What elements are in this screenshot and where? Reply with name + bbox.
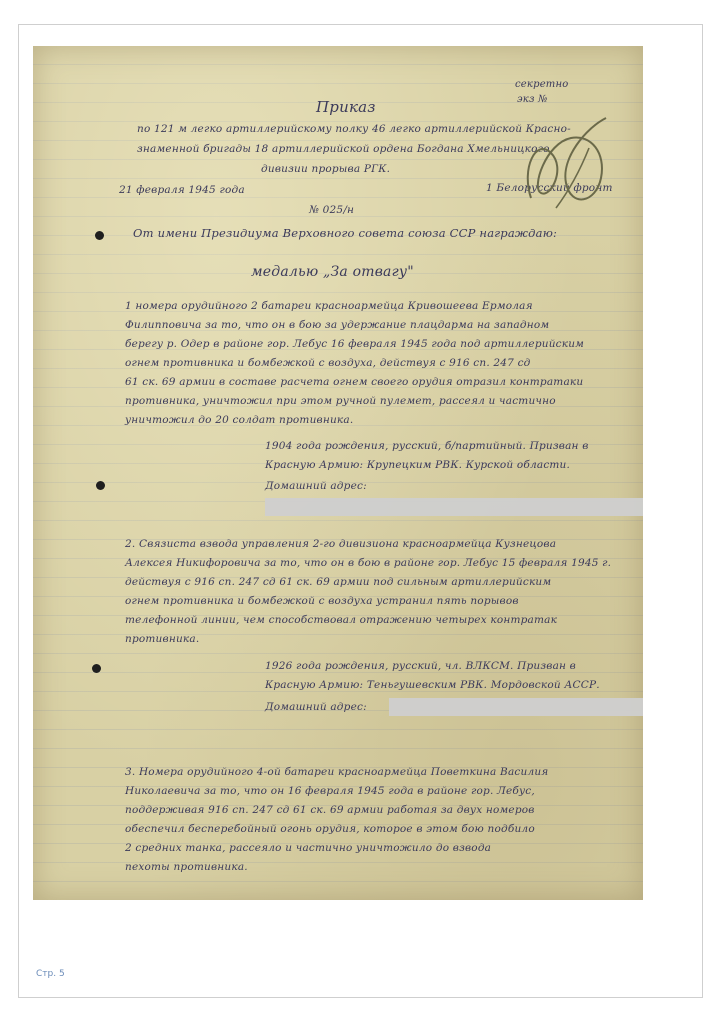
entry-3-line-3: поддерживая 916 сп. 247 сд 61 ск. 69 армии работая за двух номеров [125, 804, 535, 816]
page-number: Стр. 5 [36, 969, 65, 979]
punch-hole-top [95, 231, 104, 240]
order-number: № 025/н [309, 204, 355, 216]
entry-2-line-6: противника. [125, 633, 200, 645]
entry-2-line-2: Алексея Никифоровича за то, что он в бою в районе гор. Лебус 15 февраля 1945 г. [125, 557, 612, 569]
redacted-address-2 [389, 698, 643, 716]
punch-hole-middle [96, 481, 105, 490]
entry-1-bio-1: 1904 года рождения, русский, б/партийный. Призван в [265, 440, 589, 452]
preamble: От имени Президиума Верховного совета союза ССР награждаю: [133, 226, 558, 240]
entry-1-line-5: 61 ск. 69 армии в составе расчета огнем своего орудия отразил контратаки [125, 376, 584, 388]
handwritten-signature [511, 98, 621, 218]
entry-2-bio-1: 1926 года рождения, русский, чл. ВЛКСМ. Призван в [265, 660, 576, 672]
document-scan [33, 46, 643, 900]
entry-3-line-6: пехоты противника. [125, 861, 248, 873]
unit-line-2: знаменной бригады 18 артиллерийской ордена Богдана Хмельницкого [137, 143, 550, 155]
medal-name: медалью „За отвагу" [251, 264, 414, 280]
secret-mark: секретно [515, 79, 569, 90]
entry-1-address-label: Домашний адрес: [265, 480, 367, 492]
entry-1-line-3: берегу р. Одер в районе гор. Лебус 16 февраля 1945 года под артиллерийским [125, 338, 585, 350]
entry-2-line-4: огнем противника и бомбежкой с воздуха устранил пять порывов [125, 595, 519, 607]
entry-1-bio-2: Красную Армию: Крупецким РВК. Курской области. [265, 459, 571, 471]
front-name: 1 Белорусский фронт [486, 182, 613, 194]
document-title: Приказ [316, 98, 376, 116]
entry-1-line-7: уничтожил до 20 солдат противника. [125, 414, 354, 426]
entry-2-line-5: телефонной линии, чем способствовал отражению четырех контратак [125, 614, 558, 626]
unit-line-1: по 121 м легко артиллерийскому полку 46 легко артиллерийской Красно- [137, 123, 571, 135]
entry-2-line-1: 2. Связиста взвода управления 2-го дивизиона красноармейца Кузнецова [125, 538, 557, 550]
entry-1-line-6: противника, уничтожил при этом ручной пулемет, рассеял и частично [125, 395, 556, 407]
copy-mark: экз № [517, 94, 548, 105]
entry-3-line-1: 3. Номера орудийного 4-ой батареи красноармейца Поветкина Василия [125, 766, 549, 778]
entry-3-line-4: обеспечил бесперебойный огонь орудия, которое в этом бою подбило [125, 823, 535, 835]
redacted-address-1 [265, 498, 643, 516]
entry-3-line-5: 2 средних танка, рассеяло и частично уничтожило до взвода [125, 842, 492, 854]
entry-1-line-4: огнем противника и бомбежкой с воздуха, действуя с 916 сп. 247 сд [125, 357, 531, 369]
order-date: 21 февраля 1945 года [119, 184, 245, 196]
entry-3-line-2: Николаевича за то, что он 16 февраля 1945 года в районе гор. Лебус, [125, 785, 535, 797]
unit-line-3: дивизии прорыва РГК. [261, 163, 391, 175]
entry-2-address-label: Домашний адрес: [265, 701, 367, 713]
entry-1-line-1: 1 номера орудийного 2 батареи красноармейца Кривошеева Ермолая [125, 300, 533, 312]
punch-hole-bottom [92, 664, 101, 673]
entry-2-line-3: действуя с 916 сп. 247 сд 61 ск. 69 армии под сильным артиллерийским [125, 576, 552, 588]
entry-2-bio-2: Красную Армию: Теньгушевским РВК. Мордовской АССР. [265, 679, 600, 691]
entry-1-line-2: Филипповича за то, что он в бою за удержание плацдарма на западном [125, 319, 550, 331]
